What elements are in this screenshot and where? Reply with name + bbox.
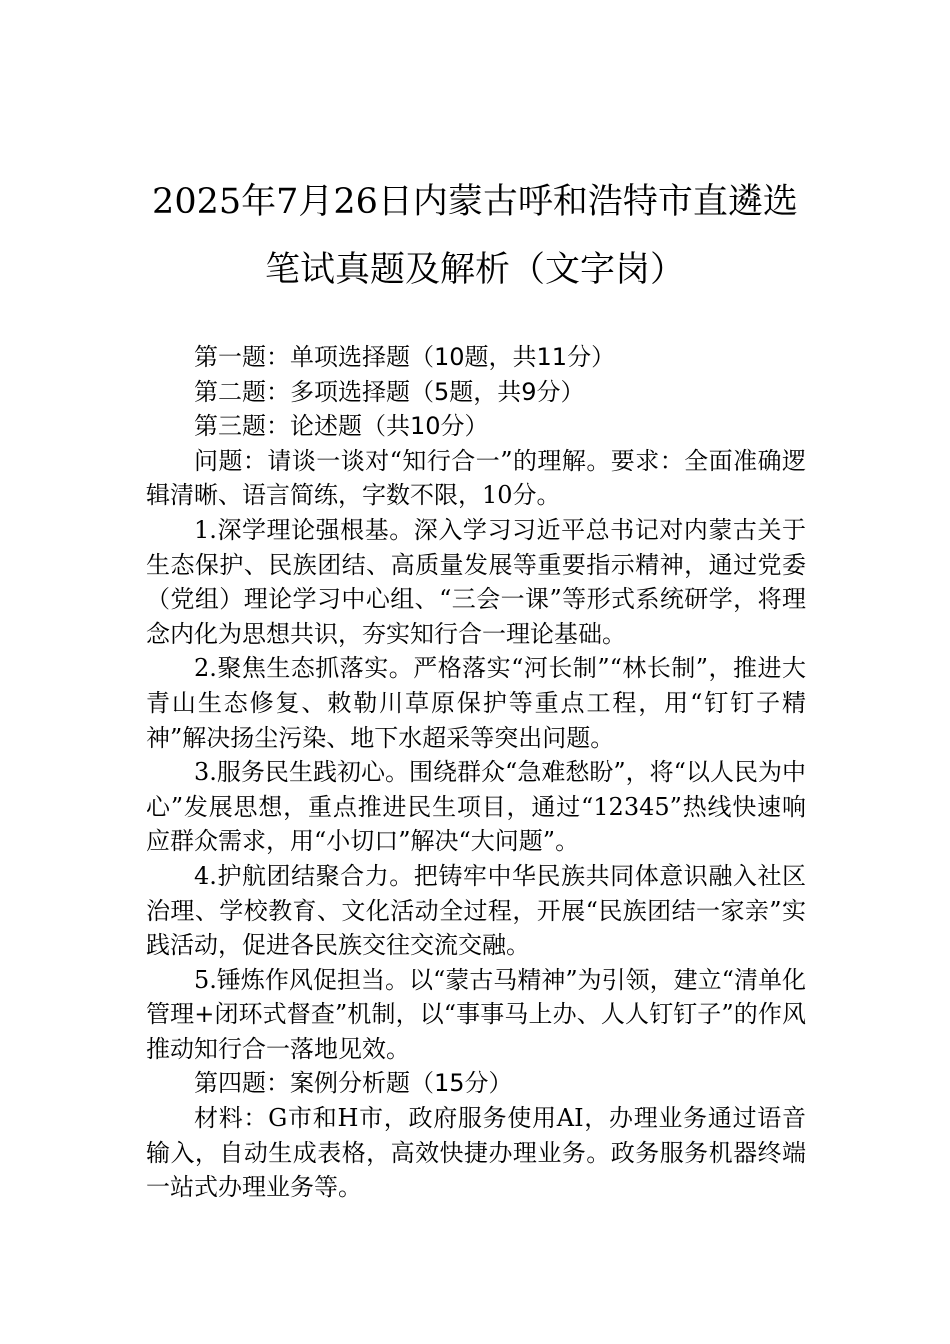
section-4-material: 材料：G市和H市，政府服务使用AI，办理业务通过语音输入，自动生成表格，高效快捷办理业务。政务服务机器终端一站式办理业务等。 — [146, 1104, 806, 1202]
section-2-heading: 第二题：多项选择题（5题，共9分） — [194, 377, 585, 406]
section-3-heading: 第三题：论述题（共10分） — [194, 412, 489, 441]
answer-point-2: 2.聚焦生态抓落实。严格落实“河长制”“林长制”，推进大青山生态修复、敕勒川草原保护等重点工程，用“钉钉子精神”解决扬尘污染、地下水超采等突出问题。 — [146, 654, 806, 752]
section-1-heading: 第一题：单项选择题（10题，共11分） — [194, 343, 616, 371]
answer-point-5: 5.锤炼作风促担当。以“蒙古马精神”为引领，建立“清单化管理+闭环式督查”机制，以“事事马上办、人人钉钉子”的作风推动知行合一落地见效。 — [146, 965, 806, 1063]
section-4-heading: 第四题：案例分析题（15分） — [194, 1069, 513, 1098]
document-title-line-1: 2025年7月26日内蒙古呼和浩特市直遴选 — [152, 182, 798, 222]
answer-point-1: 1.深学理论强根基。深入学习习近平总书记对内蒙古关于生态保护、民族团结、高质量发展等重要指示精神，通过党委（党组）理论学习中心组、“三会一课”等形式系统研学，将理念内化为思想共识，夯实知行合一理论基础。 — [146, 515, 806, 648]
section-3-question: 问题：请谈一谈对“知行合一”的理解。要求：全面准确逻辑清晰、语言简练，字数不限，10分。 — [146, 446, 806, 510]
answer-point-4: 4.护航团结聚合力。把铸牢中华民族共同体意识融入社区治理、学校教育、文化活动全过程，开展“民族团结一家亲”实践活动，促进各民族交往交流交融。 — [146, 861, 806, 960]
document-title-line-2: 笔试真题及解析（文字岗） — [264, 250, 685, 290]
answer-point-3: 3.服务民生践初心。围绕群众“急难愁盼”，将“以人民为中心”发展思想，重点推进民生项目，通过“12345”热线快速响应群众需求，用“小切口”解决“大问题”。 — [146, 758, 806, 856]
document-body — [146, 340, 806, 1205]
